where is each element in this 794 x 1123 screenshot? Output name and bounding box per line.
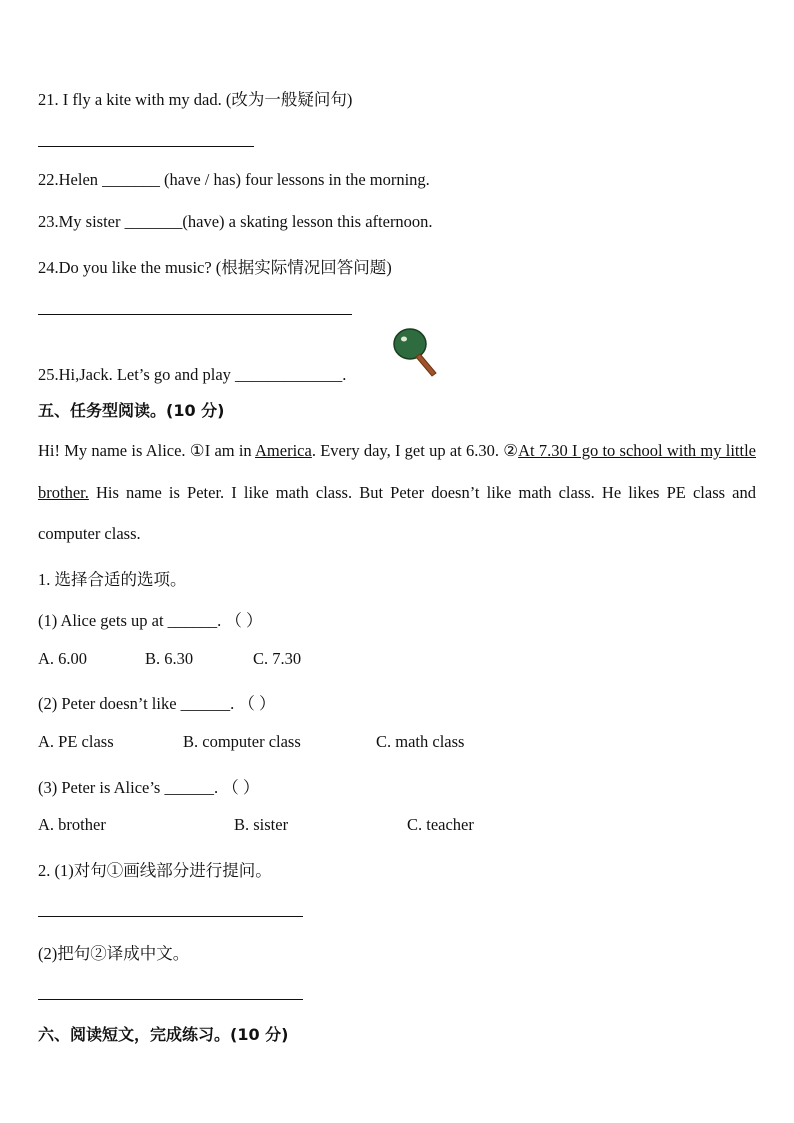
question-3: (3) Peter is Alice’s ______. （ ） — [38, 778, 260, 797]
option-2b[interactable]: B. computer class — [183, 732, 301, 751]
passage-text-a: Hi! My name is Alice. ①I am in — [38, 441, 256, 460]
option-1b[interactable]: B. 6.30 — [145, 649, 194, 668]
option-3c[interactable]: C. teacher — [407, 815, 474, 834]
option-3b[interactable]: B. sister — [234, 815, 289, 834]
answer-line-24[interactable] — [38, 314, 352, 315]
question-23: 23.My sister _______(have) a skating lesson this afternoon. — [38, 212, 433, 231]
reading-passage — [38, 430, 756, 555]
question-1: (1) Alice gets up at ______. （ ） — [38, 611, 263, 630]
section-5-heading: 五、任务型阅读。(10 分) — [38, 401, 225, 420]
option-1c[interactable]: C. 7.30 — [253, 649, 302, 668]
ping-pong-paddle-icon — [390, 326, 442, 378]
question-22: 22.Helen _______ (have / has) four lessons in the morning. — [38, 170, 430, 189]
option-1a[interactable]: A. 6.00 — [38, 649, 88, 668]
section-6-heading: 六、阅读短文，完成练习。(10 分) — [38, 1025, 289, 1044]
passage-text-b: . Every day, I get up at 6.30. ② — [311, 441, 519, 460]
answer-line-21[interactable] — [38, 146, 254, 147]
part-1-title: 1. 选择合适的选项。 — [38, 570, 187, 589]
part-2-question-1: 2. (1)对句①画线部分进行提问。 — [38, 861, 272, 880]
passage-text-c: His name is Peter. I like math class. But Peter doesn’t like math class. He likes PE class and computer class. — [38, 482, 756, 543]
option-2a[interactable]: A. PE class — [38, 732, 114, 751]
question-25: 25.Hi,Jack. Let’s go and play _____________. — [38, 365, 347, 384]
underlined-america: America — [255, 441, 312, 460]
question-2: (2) Peter doesn’t like ______. （ ） — [38, 694, 276, 713]
part-2-question-2: (2)把句②译成中文。 — [38, 944, 190, 963]
question-24: 24.Do you like the music? (根据实际情况回答问题) — [38, 258, 392, 277]
option-2c[interactable]: C. math class — [376, 732, 465, 751]
answer-line-2-1[interactable] — [38, 916, 303, 917]
question-21: 21. I fly a kite with my dad. (改为一般疑问句) — [38, 90, 353, 109]
option-3a[interactable]: A. brother — [38, 815, 106, 834]
underlined-sentence-2: At 7.30 I go to school with my little brother. — [38, 441, 756, 502]
answer-line-2-2[interactable] — [38, 999, 303, 1000]
